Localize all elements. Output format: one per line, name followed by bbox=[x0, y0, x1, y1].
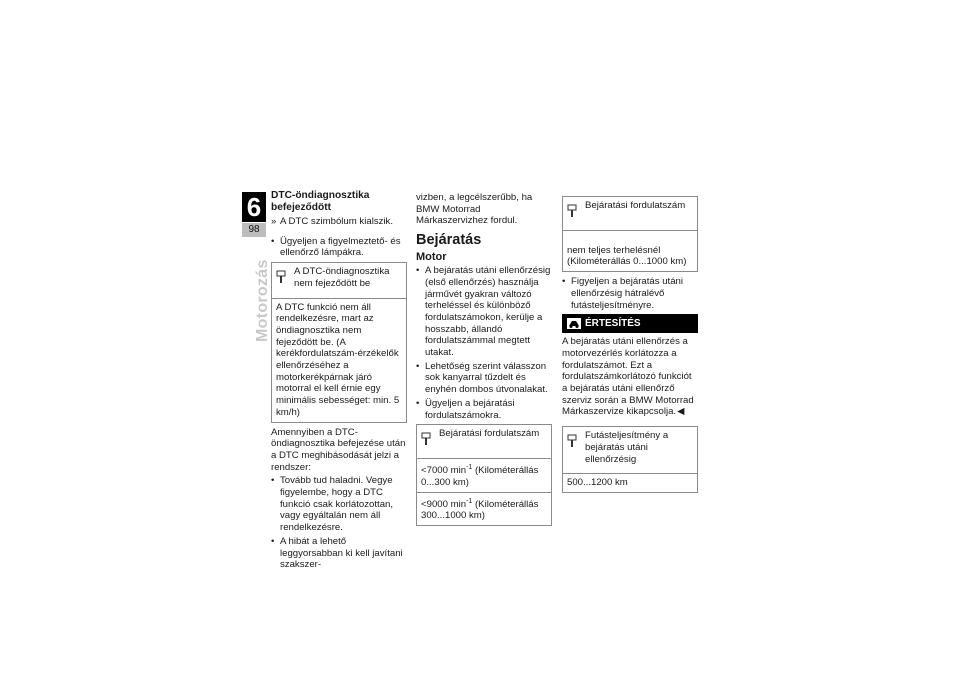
bullet-icon: • bbox=[416, 397, 420, 409]
dtc-heading: DTC-öndiagnosztika befejeződött bbox=[271, 190, 370, 213]
info-box-row bbox=[417, 492, 551, 526]
odometer-range: (Kilométerállás 300...1000 km) bbox=[421, 498, 539, 522]
result-line bbox=[271, 216, 407, 228]
info-box-row: nem teljes terhelésnél (Kilométerállás 0...1000 km) bbox=[563, 230, 697, 271]
wrench-icon bbox=[567, 200, 585, 222]
notice-banner bbox=[562, 314, 698, 333]
bullet-list bbox=[416, 265, 552, 421]
odometer-range: (Kilométerállás 0...300 km) bbox=[421, 465, 539, 488]
info-box-row bbox=[417, 458, 551, 492]
list-item bbox=[416, 398, 552, 421]
list-item bbox=[416, 361, 552, 396]
bullet-list bbox=[562, 276, 698, 311]
info-box-row: A DTC funkció nem áll rendelkezésre, mart az öndiagnosztika nem fejeződött be. (A kerékfordulatszám-érzékelők ellenőrzéséhez a motorkerékpárnak járó motorral el kell érnie egy minimális sebességet: min. 5 km/h) bbox=[272, 298, 406, 422]
list-item bbox=[271, 536, 407, 571]
engine-subheading: Motor bbox=[416, 251, 447, 264]
bullet-icon: • bbox=[416, 265, 420, 277]
result-text: A DTC szimbólum kialszik. bbox=[280, 216, 394, 227]
column-1 bbox=[271, 190, 407, 573]
list-item-text: Ügyeljen a figyelmeztető- és ellenőrző lámpákra. bbox=[280, 235, 401, 259]
bullet-icon: • bbox=[416, 360, 420, 372]
list-item bbox=[562, 276, 698, 311]
list-item bbox=[271, 236, 407, 259]
bullet-icon: • bbox=[271, 535, 275, 547]
rpm-value: <9000 min bbox=[421, 498, 467, 510]
info-box-row: 500...1200 km bbox=[563, 473, 697, 492]
column-3 bbox=[562, 196, 698, 497]
list-item bbox=[416, 265, 552, 359]
breakin-heading: Bejáratás bbox=[416, 232, 482, 249]
paragraph: Amennyiben a DTC-öndiagnosztika befejezése után a DTC meghibásodását jelzi a rendszer: bbox=[271, 426, 406, 473]
info-box bbox=[271, 262, 407, 422]
list-item-text: A bejáratás utáni ellenőrzésig (első ellenőrzés) használja járművét gyakran változó terheléssel és különböző fordulatszámokon, kerülje a hosszabb, állandó fordulatszámmal megtett utakat. bbox=[425, 265, 551, 359]
section-title: Motorozás bbox=[254, 259, 271, 342]
bullet-icon: • bbox=[271, 475, 275, 487]
bullet-list bbox=[271, 236, 407, 259]
list-item-text: Lehetőség szerint válasszon sok kanyarral tűzdelt és enyhén dombos útvonalakat. bbox=[425, 360, 548, 396]
notice-text: A bejáratás utáni ellenőrzés a motorvezérlés korlátozza a fordulatszámot. Ezt a fordulatszámkorlátozó funkciót a bejáratás utáni ellenőrző szerviz során a BMW Motorrad Márkaszervize kikapcsolja.◀ bbox=[562, 336, 694, 418]
rpm-unit-exponent: -1 bbox=[466, 463, 473, 471]
list-item bbox=[271, 475, 407, 534]
notice-label: ÉRTESÍTÉS bbox=[585, 317, 641, 329]
info-box-title: Bejáratási fordulatszám bbox=[585, 200, 686, 211]
info-box-title: Futásteljesítmény a bejáratás utáni ellenőrzésig bbox=[585, 430, 669, 465]
info-box-title: Bejáratási fordulatszám bbox=[439, 428, 540, 440]
rpm-unit-exponent: -1 bbox=[466, 497, 473, 505]
paragraph: vizben, a legcélszerűbb, ha BMW Motorrad Márkaszervizhez fordul. bbox=[416, 192, 533, 227]
list-item-text: A hibát a lehető leggyorsabban ki kell javítani szakszer- bbox=[280, 535, 403, 571]
wrench-icon bbox=[567, 430, 585, 465]
info-box bbox=[416, 424, 552, 526]
rpm-value: <7000 min bbox=[421, 465, 467, 477]
end-marker-icon: ◀ bbox=[677, 406, 685, 418]
column-2 bbox=[416, 192, 552, 530]
bullet-list bbox=[271, 475, 407, 571]
list-item-text: Ügyeljen a bejáratási fordulatszámokra. bbox=[425, 397, 515, 421]
info-box-header bbox=[272, 263, 406, 297]
list-item-text: Figyeljen a bejáratás utáni ellenőrzésig hátralévő futásteljesítményre. bbox=[571, 276, 683, 311]
info-box-header bbox=[563, 427, 697, 473]
info-box-header bbox=[417, 425, 551, 458]
wrench-icon bbox=[276, 266, 294, 289]
page-number: 98 bbox=[242, 223, 266, 237]
result-arrow-icon: » bbox=[271, 216, 277, 227]
info-box-header bbox=[563, 197, 697, 230]
bullet-icon: • bbox=[271, 235, 275, 247]
wrench-icon bbox=[421, 428, 439, 450]
info-box bbox=[562, 196, 698, 272]
info-box bbox=[562, 426, 698, 493]
list-item-text: Tovább tud haladni. Vegye figyelembe, hogy a DTC funkció csak korlátozottan, vagy egyáltalán nem áll rendelkezésre. bbox=[280, 475, 394, 534]
info-box-title: A DTC-öndiagnosztika nem fejeződött be bbox=[294, 266, 390, 289]
motorcycle-warning-icon bbox=[567, 318, 581, 329]
chapter-number: 6 bbox=[242, 192, 266, 222]
bullet-icon: • bbox=[562, 276, 566, 288]
